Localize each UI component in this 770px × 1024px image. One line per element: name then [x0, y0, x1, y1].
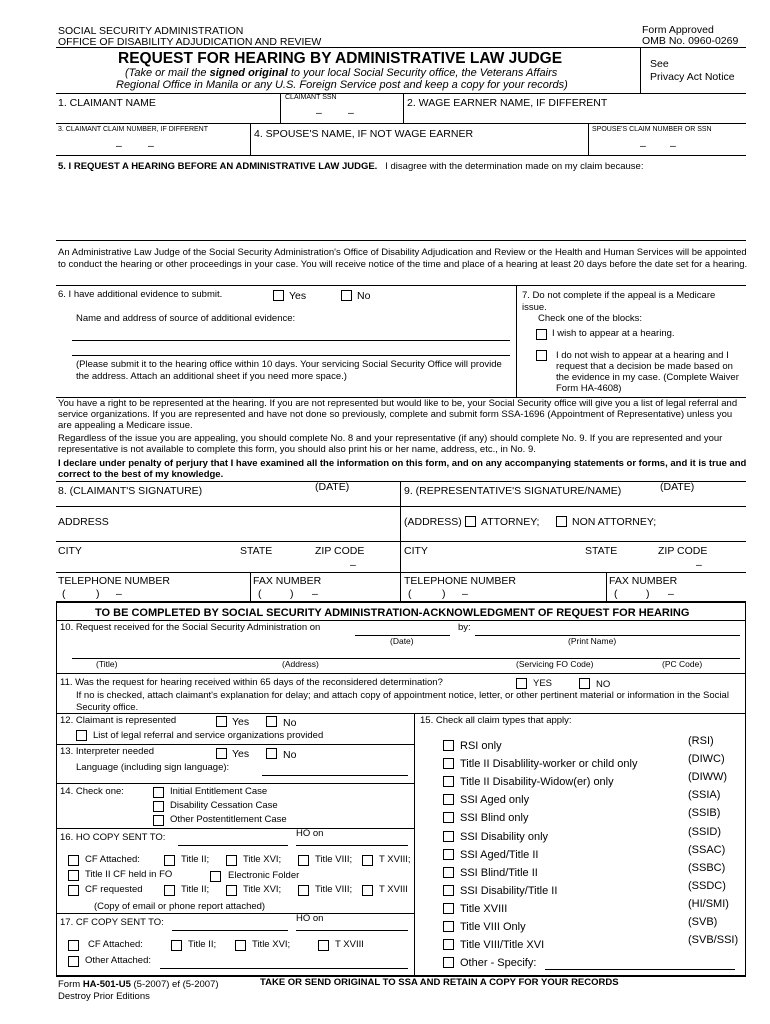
- claimant-date-label: (DATE): [315, 481, 350, 493]
- agency-office: OFFICE OF DISABILITY ADJUDICATION AND REVIEW: [58, 36, 322, 48]
- representative-city-label: CITY: [404, 545, 428, 557]
- claimant-fax-paren: ): [290, 588, 294, 600]
- claim-type-checkbox[interactable]: [443, 831, 454, 842]
- representative-fax-paren: ): [646, 588, 650, 600]
- claimant-phone-label: TELEPHONE NUMBER: [58, 575, 171, 587]
- language-label: Language (including sign language):: [76, 762, 230, 773]
- title8-label: Title VIII;: [315, 854, 353, 865]
- waive-appearance-label: I do not wish to appear at a hearing and I request that a decision be made based on the evidence in my case. (Complete Waiver Form HA-4608): [556, 350, 739, 394]
- claim-type-checkbox[interactable]: [443, 758, 454, 769]
- claim-type-checkbox[interactable]: [443, 776, 454, 787]
- attorney-label: ATTORNEY;: [481, 516, 540, 528]
- representative-zip-label: ZIP CODE: [658, 545, 708, 557]
- divider: [250, 572, 251, 601]
- claimant-fax-paren: (: [258, 588, 262, 600]
- language-line[interactable]: [262, 775, 408, 776]
- spouse-name-label: 4. SPOUSE'S NAME, IF NOT WAGE EARNER: [254, 128, 474, 140]
- item12-label: 12. Claimant is represented: [60, 715, 177, 726]
- claim-type-label: Title XVIII: [460, 903, 508, 915]
- see-label: See: [650, 58, 669, 70]
- omb-number: OMB No. 0960-0269: [642, 35, 739, 47]
- timely-yes-label: YES: [533, 678, 553, 689]
- title-address-line[interactable]: [72, 658, 740, 659]
- claim-type-code: (SVB): [688, 916, 718, 928]
- cf-copy-line[interactable]: [172, 930, 288, 931]
- divider: [403, 93, 404, 123]
- wage-earner-label: 2. WAGE EARNER NAME, IF DIFFERENT: [407, 97, 608, 109]
- item5: 5. I REQUEST A HEARING BEFORE AN ADMINISTRATIVE LAW JUDGE. I disagree with the determination made on my claim because:: [58, 161, 644, 172]
- divider: [56, 783, 415, 784]
- divider: [56, 123, 746, 124]
- req-title2-checkbox[interactable]: [164, 885, 175, 896]
- evidence-no-checkbox[interactable]: [341, 290, 352, 301]
- divider: [56, 572, 746, 573]
- copy-note: (Copy of email or phone report attached): [94, 901, 266, 912]
- evidence-yes-checkbox[interactable]: [273, 290, 284, 301]
- claim-dash: –: [148, 140, 154, 152]
- claim-type-checkbox[interactable]: [443, 794, 454, 805]
- representation-instructions: Regardless of the issue you are appealing, you should complete No. 8 and your representative (if any) should complete No. 9. If you are represented and your representative is not available to complete this form, you should also print his or her name, address, etc., in No. 9.: [58, 433, 723, 455]
- attorney-checkbox[interactable]: [465, 516, 476, 527]
- claim-type-code: (SSBC): [688, 862, 726, 874]
- claimant-zip-label: ZIP CODE: [315, 545, 365, 557]
- claim-type-code: (HI/SMI): [688, 898, 729, 910]
- req-title16-checkbox[interactable]: [226, 885, 237, 896]
- legal-list-label: List of legal referral and service organizations provided: [93, 730, 324, 741]
- claim-type-label: Title VIII Only: [460, 921, 526, 933]
- claim-type-code: (DIWW): [688, 771, 728, 783]
- representative-fax-dash: –: [668, 588, 674, 600]
- claim-type-checkbox[interactable]: [443, 957, 454, 968]
- title16-label: Title XVI;: [252, 939, 291, 950]
- disability-cessation-checkbox[interactable]: [153, 801, 164, 812]
- item17-label: 17. CF COPY SENT TO:: [60, 917, 164, 928]
- claim-type-checkbox[interactable]: [443, 939, 454, 950]
- represented-yes-label: Yes: [232, 716, 250, 728]
- postentitlement-checkbox[interactable]: [153, 815, 164, 826]
- spouse-claim-dash: –: [670, 140, 676, 152]
- representative-fax-paren: (: [614, 588, 618, 600]
- item7-check-one: Check one of the blocks:: [538, 313, 643, 324]
- claim-number-label: 3. CLAIMANT CLAIM NUMBER, IF DIFFERENT: [58, 126, 208, 133]
- claim-type-code: (SSIA): [688, 789, 721, 801]
- other-specify-line[interactable]: [545, 969, 735, 970]
- evidence-source-line-2[interactable]: [72, 355, 510, 356]
- ho-title2-checkbox[interactable]: [164, 855, 175, 866]
- address-caption: (Address): [282, 659, 319, 669]
- claim-type-code: (SSID): [688, 826, 721, 838]
- represented-yes-checkbox[interactable]: [216, 716, 227, 727]
- divider: [56, 673, 746, 674]
- evidence-source-label: Name and address of source of additional evidence:: [76, 313, 296, 324]
- timely-yes-checkbox[interactable]: [516, 678, 527, 689]
- ssa-section-title: TO BE COMPLETED BY SOCIAL SECURITY ADMINISTRATION-ACKNOWLEDGMENT OF REQUEST FOR HEARING: [95, 607, 690, 619]
- cf-requested-checkbox[interactable]: [68, 885, 79, 896]
- disability-cessation-label: Disability Cessation Case: [170, 800, 278, 811]
- destroy-prior: Destroy Prior Editions: [58, 991, 150, 1002]
- item16-label: 16. HO COPY SENT TO:: [60, 832, 166, 843]
- divider: [56, 93, 746, 94]
- cf-held-fo-checkbox[interactable]: [68, 870, 79, 881]
- cf-title16-checkbox[interactable]: [235, 940, 246, 951]
- claim-type-checkbox[interactable]: [443, 867, 454, 878]
- cf-attached-label: CF Attached:: [85, 854, 140, 865]
- divider: [414, 713, 415, 976]
- section-border: [745, 603, 746, 976]
- pc-code-caption: (PC Code): [662, 659, 703, 669]
- representative-phone-paren: (: [408, 588, 412, 600]
- appear-hearing-checkbox[interactable]: [536, 329, 547, 340]
- claimant-fax-dash: –: [312, 588, 318, 600]
- claim-type-label: Title VIII/Title XVI: [460, 939, 545, 951]
- divider: [56, 155, 746, 156]
- timely-no-checkbox[interactable]: [579, 678, 590, 689]
- title18-label: T XVIII: [335, 939, 364, 950]
- interpreter-no-checkbox[interactable]: [266, 748, 277, 759]
- received-by-label: by:: [458, 622, 471, 633]
- item10-label: 10. Request received for the Social Security Administration on: [60, 622, 321, 633]
- print-name-caption: (Print Name): [568, 636, 617, 646]
- legal-list-checkbox[interactable]: [76, 730, 87, 741]
- divider: [56, 828, 415, 829]
- form-number: Form HA-501-U5 (5-2007) ef (5-2007): [58, 979, 219, 990]
- evidence-no-label: No: [357, 290, 371, 302]
- divider: [56, 240, 746, 241]
- claim-type-checkbox[interactable]: [443, 740, 454, 751]
- interpreter-no-label: No: [283, 749, 297, 761]
- representative-address-label: (ADDRESS): [404, 516, 462, 528]
- representative-date-label: (DATE): [660, 481, 695, 493]
- title2-label: Title II;: [181, 884, 210, 895]
- non-attorney-label: NON ATTORNEY;: [572, 516, 657, 528]
- spouse-claim-dash: –: [640, 140, 646, 152]
- claim-type-label: RSI only: [460, 740, 502, 752]
- item7-label: 7. Do not complete if the appeal is a Medicare issue.: [522, 290, 716, 313]
- claim-type-checkbox[interactable]: [443, 885, 454, 896]
- initial-entitlement-checkbox[interactable]: [153, 787, 164, 798]
- divider: [56, 601, 746, 603]
- divider: [56, 913, 415, 914]
- claimant-signature-label: 8. (CLAIMANT'S SIGNATURE): [58, 485, 203, 497]
- item14-label: 14. Check one:: [60, 786, 124, 797]
- other-attached-checkbox[interactable]: [68, 956, 79, 967]
- claim-type-code: (RSI): [688, 735, 714, 747]
- claim-type-checkbox[interactable]: [443, 849, 454, 860]
- ssn-dash: –: [316, 107, 322, 119]
- claim-type-checkbox[interactable]: [443, 921, 454, 932]
- fo-code-caption: (Servicing FO Code): [516, 659, 594, 669]
- claimant-phone-paren: (: [62, 588, 66, 600]
- ho-on-label: HO on: [296, 913, 324, 924]
- ho-on-line[interactable]: [296, 845, 408, 846]
- claim-type-code: (SSIB): [688, 807, 721, 819]
- claim-type-code: (SVB/SSI): [688, 934, 739, 946]
- cf-attached-label: CF Attached:: [88, 939, 143, 950]
- appear-hearing-label: I wish to appear at a hearing.: [552, 328, 675, 339]
- divider: [56, 285, 746, 286]
- zip-dash: –: [350, 559, 356, 571]
- ho-copy-line[interactable]: [178, 845, 288, 846]
- ho-on-label: HO on: [296, 828, 324, 839]
- claimant-city-label: CITY: [58, 545, 82, 557]
- divider: [250, 123, 251, 155]
- ho-title18-checkbox[interactable]: [362, 855, 373, 866]
- title16-label: Title XVI;: [243, 884, 282, 895]
- section-border: [56, 603, 57, 976]
- claim-type-label: SSI Disability/Title II: [460, 885, 558, 897]
- divider: [56, 744, 415, 745]
- represented-no-label: No: [283, 717, 297, 729]
- claimant-name-label: 1. CLAIMANT NAME: [58, 97, 156, 109]
- representative-phone-label: TELEPHONE NUMBER: [404, 575, 517, 587]
- divider: [280, 93, 281, 123]
- claim-type-label: SSI Blind only: [460, 812, 529, 824]
- req-title18-checkbox[interactable]: [362, 885, 373, 896]
- claimant-phone-paren: ): [96, 588, 100, 600]
- evidence-note: (Please submit it to the hearing office within 10 days. Your servicing Social Security Office will provide the address. Attach an additional sheet if you need more space.): [76, 359, 502, 382]
- alj-notice: An Administrative Law Judge of the Social Security Administration's Office of Disability Adjudication and Review or the Health and Human Services will be appointed to conduct the hearing or other proceedings in your case. You will receive notice of the time and place of a hearing at least 20 days before the date set for a hearing.: [58, 247, 748, 270]
- represented-no-checkbox[interactable]: [266, 716, 277, 727]
- perjury-declaration: I declare under penalty of perjury that I have examined all the information on this form, and on any accompanying statements or forms, and it is true and correct to the best of my knowledge.: [58, 458, 747, 480]
- title8-label: Title VIII;: [315, 884, 353, 895]
- divider: [640, 47, 641, 93]
- claim-type-code: (SSDC): [688, 880, 726, 892]
- cf-held-fo-label: Title II CF held in FO: [85, 869, 173, 880]
- representative-phone-paren: ): [442, 588, 446, 600]
- cf-copy-attached-checkbox[interactable]: [68, 940, 79, 951]
- non-attorney-checkbox[interactable]: [556, 516, 567, 527]
- other-attached-label: Other Attached:: [85, 955, 152, 966]
- claim-type-label: Title II Disability-Widow(er) only: [460, 776, 614, 788]
- claimant-address-label: ADDRESS: [58, 516, 109, 528]
- item15-label: 15. Check all claim types that apply:: [420, 715, 572, 726]
- representation-notice: You have a right to be represented at the hearing. If you are not represented but would like to be, your Social Security office will give you a list of legal referral and service organizations. If you are represented and have not done so previously, complete and submit form SSA-1696 (Appointment of Representative) unless you are appealing a Medicare issue.: [58, 398, 738, 431]
- divider: [606, 572, 607, 601]
- interpreter-yes-label: Yes: [232, 748, 250, 760]
- electronic-folder-label: Electronic Folder: [228, 870, 300, 881]
- postentitlement-label: Other Postentitlement Case: [170, 814, 287, 825]
- claim-type-label: SSI Aged only: [460, 794, 530, 806]
- title18-label: T XVIII: [379, 884, 408, 895]
- req-title8-checkbox[interactable]: [298, 885, 309, 896]
- initial-entitlement-label: Initial Entitlement Case: [170, 786, 268, 797]
- divider: [56, 47, 746, 48]
- representative-state-label: STATE: [585, 545, 618, 557]
- ho-cf-attached-checkbox[interactable]: [68, 855, 79, 866]
- electronic-folder-checkbox[interactable]: [210, 871, 221, 882]
- title16-label: Title XVI;: [243, 854, 282, 865]
- item11-label: 11. Was the request for hearing received within 65 days of the reconsidered determination?: [60, 677, 443, 688]
- divider: [56, 541, 746, 542]
- claimant-phone-dash: –: [116, 588, 122, 600]
- claim-type-label: Other - Specify:: [460, 957, 537, 969]
- ho-title8-checkbox[interactable]: [298, 855, 309, 866]
- zip-dash: –: [696, 559, 702, 571]
- claim-dash: –: [116, 140, 122, 152]
- item6-label: 6. I have additional evidence to submit.: [58, 289, 223, 300]
- spouse-claim-label: SPOUSE'S CLAIM NUMBER OR SSN: [592, 126, 712, 133]
- divider: [516, 285, 517, 397]
- other-attached-line[interactable]: [160, 968, 408, 969]
- divider: [588, 123, 589, 155]
- divider: [56, 620, 746, 621]
- date-caption: (Date): [390, 636, 414, 646]
- cf-requested-label: CF requested: [85, 884, 143, 895]
- title2-label: Title II;: [181, 854, 210, 865]
- claim-type-label: SSI Blind/Title II: [460, 867, 538, 879]
- take-send-notice: TAKE OR SEND ORIGINAL TO SSA AND RETAIN A COPY FOR YOUR RECORDS: [260, 977, 619, 988]
- subtitle-line2: Regional Office in Manila or any U.S. Foreign Service post and keep a copy for your records): [116, 79, 568, 91]
- waive-appearance-checkbox[interactable]: [536, 350, 547, 361]
- cf-title2-checkbox[interactable]: [171, 940, 182, 951]
- claim-type-label: SSI Disability only: [460, 831, 549, 843]
- title-caption: (Title): [96, 659, 118, 669]
- agency-name: SOCIAL SECURITY ADMINISTRATION: [58, 25, 244, 37]
- privacy-act-link[interactable]: Privacy Act Notice: [650, 71, 735, 83]
- claimant-state-label: STATE: [240, 545, 273, 557]
- claim-type-label: Title II Disablility-worker or child only: [460, 758, 638, 770]
- evidence-source-line-1[interactable]: [72, 340, 510, 341]
- page-title: REQUEST FOR HEARING BY ADMINISTRATIVE LAW JUDGE: [118, 50, 563, 67]
- claim-type-code: (SSAC): [688, 844, 726, 856]
- interpreter-yes-checkbox[interactable]: [216, 748, 227, 759]
- claimant-ssn-label: CLAIMANT SSN: [285, 94, 337, 101]
- claimant-fax-label: FAX NUMBER: [253, 575, 322, 587]
- representative-phone-dash: –: [462, 588, 468, 600]
- item13-label: 13. Interpreter needed: [60, 746, 155, 757]
- claim-type-code: (DIWC): [688, 753, 725, 765]
- divider: [56, 481, 746, 482]
- claim-type-checkbox[interactable]: [443, 812, 454, 823]
- divider: [56, 506, 746, 507]
- claim-type-label: SSI Aged/Title II: [460, 849, 539, 861]
- evidence-yes-label: Yes: [289, 290, 307, 302]
- title18-label: T XVIII;: [379, 854, 411, 865]
- ssn-dash: –: [348, 107, 354, 119]
- form-approved: Form Approved: [642, 24, 714, 36]
- claim-type-checkbox[interactable]: [443, 903, 454, 914]
- representative-fax-label: FAX NUMBER: [609, 575, 678, 587]
- title2-label: Title II;: [188, 939, 217, 950]
- timely-no-label: NO: [596, 679, 611, 690]
- item11-note: If no is checked, attach claimant's explanation for delay; and attach copy of appointment notice, letter, or other pertinent material or information in the Social Security office.: [76, 690, 729, 713]
- divider: [56, 713, 746, 714]
- representative-signature-label: 9. (REPRESENTATIVE'S SIGNATURE/NAME): [404, 485, 622, 497]
- cf-title18-checkbox[interactable]: [318, 940, 329, 951]
- subtitle-line1: (Take or mail the signed original to your local Social Security office, the Veterans Affairs: [125, 67, 558, 79]
- ho-title16-checkbox[interactable]: [226, 855, 237, 866]
- cf-ho-on-line[interactable]: [296, 930, 408, 931]
